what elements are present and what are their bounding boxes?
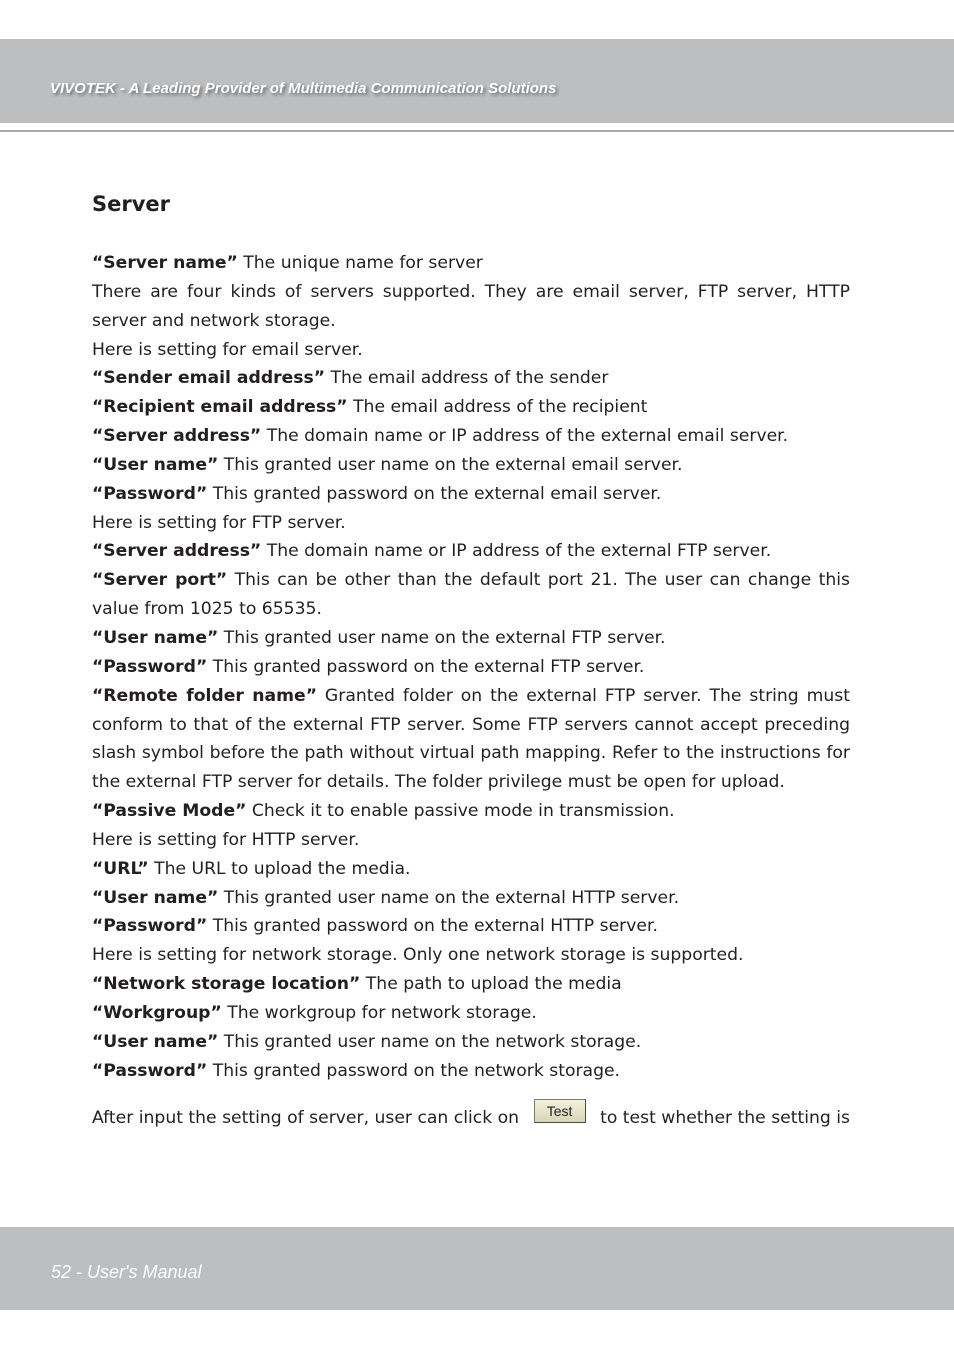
- body-text: [92, 249, 850, 1132]
- definition-storage-user-name: “User name” This granted user name on the network storage.: [92, 1031, 642, 1052]
- definition-server-name: “Server name” The unique name for server: [92, 253, 483, 273]
- definition-email-password: “Password” This granted password on the external email server.: [92, 483, 662, 504]
- definition-http-url: “URL” The URL to upload the media.: [92, 858, 411, 879]
- test-instruction: [92, 1104, 850, 1132]
- definition-ftp-server-address: “Server address” The domain name or IP address of the external FTP server.: [92, 541, 772, 562]
- paragraph-email-intro: Here is setting for email server.: [92, 339, 363, 360]
- footer-page-label: 52 - User's Manual: [51, 1262, 202, 1282]
- test-instruction-after: to test whether the setting is: [600, 1108, 850, 1129]
- paragraph-ftp-intro: Here is setting for FTP server.: [92, 512, 346, 533]
- definition-http-user-name: “User name” This granted user name on the external HTTP server.: [92, 887, 680, 908]
- definition-remote-folder-name: “Remote folder name” Granted folder on the external FTP server. The string must conform to that of the external FTP server. Some FTP servers cannot accept preceding slash symbol before the path without virtual path mapping. Refer to the instructions for the external FTP server for details. The folder privilege must be open for upload.: [92, 685, 850, 793]
- definition-storage-password: “Password” This granted password on the network storage.: [92, 1060, 621, 1081]
- definition-ftp-user-name: “User name” This granted user name on the external FTP server.: [92, 627, 666, 648]
- definition-ftp-password: “Password” This granted password on the external FTP server.: [92, 656, 645, 677]
- definition-email-server-address: “Server address” The domain name or IP address of the external email server.: [92, 426, 789, 447]
- test-instruction-before: After input the setting of server, user can click on: [92, 1108, 520, 1129]
- paragraph-http-intro: Here is setting for HTTP server.: [92, 829, 360, 850]
- definition-ftp-server-port: “Server port” This can be other than the default port 21. The user can change this value from 1025 to 65535.: [92, 570, 850, 620]
- paragraph-server-kinds: There are four kinds of servers supported. They are email server, FTP server, HTTP server and network storage.: [92, 281, 850, 331]
- header-divider: [0, 130, 954, 132]
- paragraph-network-storage-intro: Here is setting for network storage. Only one network storage is supported.: [92, 945, 744, 966]
- definition-passive-mode: “Passive Mode” Check it to enable passive mode in transmission.: [92, 801, 675, 822]
- definition-http-password: “Password” This granted password on the external HTTP server.: [92, 916, 658, 937]
- definition-recipient-email: “Recipient email address” The email address of the recipient: [92, 397, 648, 418]
- test-button[interactable]: Test: [534, 1099, 586, 1123]
- header-tagline: VIVOTEK - A Leading Provider of Multimedia Communication Solutions: [50, 80, 557, 97]
- definition-email-user-name: “User name” This granted user name on the external email server.: [92, 454, 683, 475]
- definition-sender-email: “Sender email address” The email address of the sender: [92, 368, 609, 389]
- definition-workgroup: “Workgroup” The workgroup for network storage.: [92, 1002, 537, 1023]
- section-title: Server: [92, 192, 171, 216]
- definition-network-storage-location: “Network storage location” The path to upload the media: [92, 974, 622, 995]
